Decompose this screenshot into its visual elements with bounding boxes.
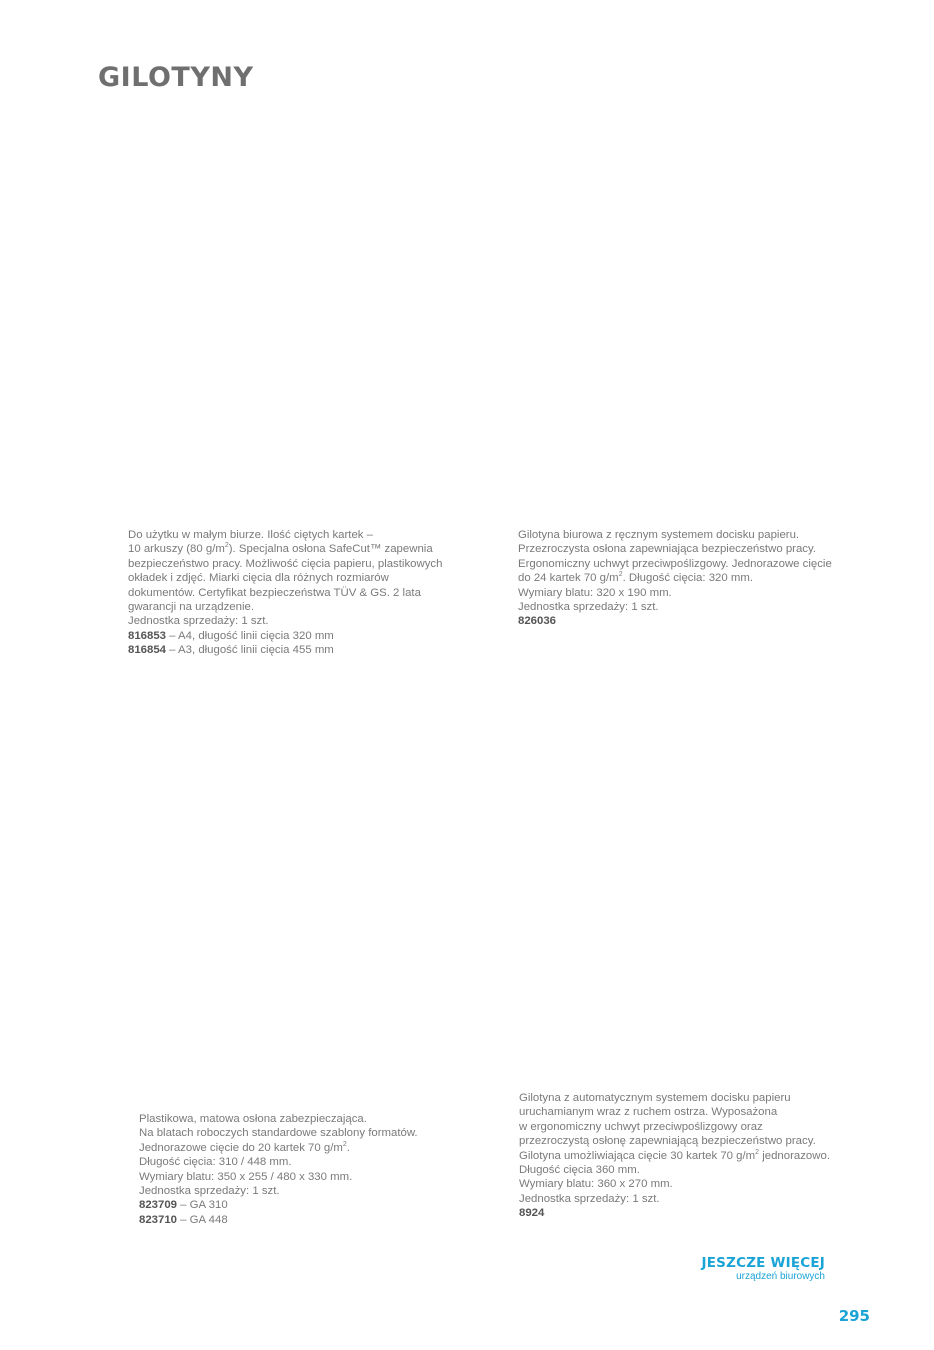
product-code-row [128,629,442,643]
product-code-row [519,1206,830,1220]
description-line: Wymiary blatu: 320 x 190 mm. [518,586,672,599]
product-code-row [518,614,832,628]
product-code: 823710 [139,1213,178,1226]
product-code: 816854 [128,644,167,657]
description-line: gwarancji na urządzenie. [128,601,255,614]
description-line: 10 arkuszy (80 $g/m^2$). Specjalna osłona SafeCut™ zapewnia [128,542,433,556]
description-line: Gilotyna biurowa z ręcznym systemem docisku papieru. [518,529,800,541]
description-line: okładek i zdjęć. Miarki cięcia dla różnych rozmiarów [128,572,389,585]
description-line: Do użytku w małym biurze. Ilość ciętych kartek – [128,529,373,541]
product-description-2 [518,528,832,629]
description-line: dokumentów. Certyfikat bezpieczeństwa TÜV & GS. 2 lata [128,586,421,599]
description-line: uruchamianym wraz z ruchem ostrza. Wyposażona [519,1106,778,1119]
description-line: Jednorazowe cięcie do 20 kartek 70 $g/m^2$. [139,1141,350,1154]
description-line: Długość cięcia: 310 / 448 mm. [139,1156,292,1169]
product-code-desc: – GA 310 [177,1199,228,1212]
product-description-4 [519,1091,830,1221]
product-code-desc: – GA 448 [177,1213,228,1226]
description-line: Przezroczysta osłona zapewniająca bezpieczeństwo pracy. [518,543,816,556]
product-code-desc: – A3, długość linii cięcia 455 mm [166,644,334,657]
description-line: Na blatach roboczych standardowe szablony formatów. [139,1127,418,1140]
more-title: JESZCZE WIĘCEJ [701,1255,825,1271]
page-title: GILOTYNY [98,62,254,93]
product-description-3 [139,1112,418,1227]
description-line: Jednostka sprzedaży: 1 szt. [139,1185,280,1198]
product-code-row [128,643,442,657]
description-line: Wymiary blatu: 350 x 255 / 480 x 330 mm. [139,1170,353,1183]
description-line: Ergonomiczny uchwyt przeciwpoślizgowy. Jednorazowe cięcie [518,557,832,570]
description-line: w ergonomiczny uchwyt przeciwpoślizgowy oraz [519,1120,763,1133]
description-line: Jednostka sprzedaży: 1 szt. [518,601,659,614]
description-line: przezroczystą osłonę zapewniającą bezpieczeństwo pracy. [519,1135,816,1148]
description-line: Gilotyna umożliwiająca cięcie 30 kartek 70 $g/m^2$ jednorazowo. [519,1148,830,1162]
product-code-row [139,1198,418,1212]
product-code: 823709 [139,1199,178,1212]
product-code: 8924 [519,1207,545,1220]
description-line: do 24 kartek 70 $g/m^2$. Długość cięcia: 320 mm. [518,571,754,585]
product-description-1 [128,528,442,658]
description-line: Jednostka sprzedaży: 1 szt. [519,1192,660,1205]
page-number: 295 [838,1307,870,1325]
more-subtitle: urządzeń biurowych [736,1271,825,1282]
description-line: Długość cięcia 360 mm. [519,1164,640,1177]
description-line: Gilotyna z automatycznym systemem docisku papieru [519,1092,791,1104]
product-code: 826036 [518,615,557,628]
description-line: bezpieczeństwo pracy. Możliwość cięcia papieru, plastikowych [128,557,443,570]
product-code: 816853 [128,629,167,642]
description-line: Wymiary blatu: 360 x 270 mm. [519,1178,673,1191]
description-line: Jednostka sprzedaży: 1 szt. [128,615,269,628]
product-code-row [139,1213,418,1227]
more-devices-link[interactable] [702,1255,825,1282]
description-line: Plastikowa, matowa osłona zabezpieczająca. [139,1113,367,1125]
product-code-desc: – A4, długość linii cięcia 320 mm [166,629,334,642]
